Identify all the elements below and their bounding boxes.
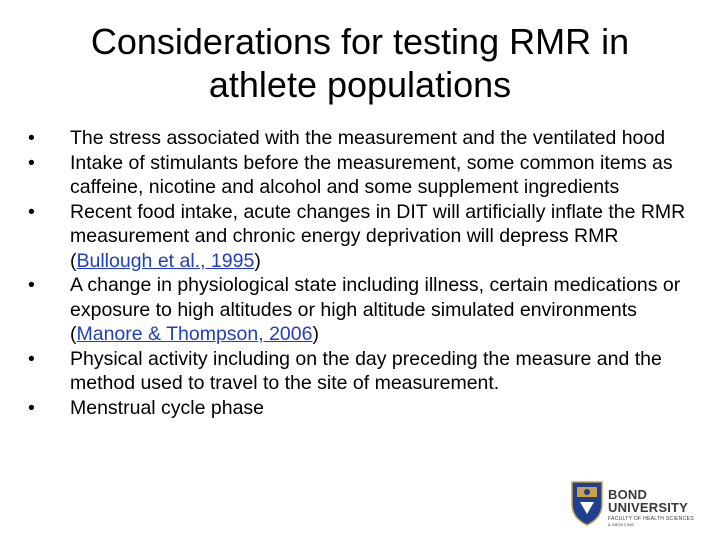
logo-line-university: UNIVERSITY (608, 500, 689, 515)
bullet-marker: • (28, 396, 35, 419)
bullet-text: Recent food intake, acute changes in DIT will artificially inflate the RMR measurement and chronic energy deprivation will depress RMR ( (70, 200, 686, 272)
citation-link[interactable]: Manore & Thompson, 2006 (76, 323, 313, 345)
bullet-text: ) (312, 323, 319, 345)
bullet-item (28, 347, 688, 396)
bullet-text: ) (254, 249, 261, 272)
bullet-item (28, 273, 688, 347)
bullet-text: Physical activity including on the day preceding the measure and the method used to travel to the site of measurement. (70, 347, 662, 394)
slide-title: Considerations for testing RMR in athlete populations (90, 21, 630, 105)
bond-university-logo (570, 478, 694, 532)
bullet-text: A change in physiological state including illness, certain medications or exposure to high altitudes or high altitude simulated environments ( (70, 274, 681, 345)
citation-link[interactable]: Bullough et al., 1995 (76, 249, 255, 272)
bullet-marker: • (28, 200, 35, 223)
logo-line-faculty: FACULTY OF HEALTH SCIENCES (608, 516, 694, 522)
logo-line-medicine: & MEDICINE (608, 522, 635, 527)
bullet-list (28, 126, 688, 420)
bullet-item (28, 200, 688, 274)
logo-wordmark (608, 488, 698, 527)
bullet-item (28, 151, 688, 200)
bullet-text: Intake of stimulants before the measurement, some common items as caffeine, nicotine and alcohol and some supplement ingredients (70, 151, 673, 198)
bullet-marker: • (28, 274, 35, 296)
bullet-item (28, 126, 688, 151)
crest-icon (570, 478, 604, 526)
bullet-text: The stress associated with the measurement and the ventilated hood (70, 127, 666, 149)
bullet-item (28, 396, 688, 421)
bullet-marker: • (28, 347, 35, 370)
bullet-text: Menstrual cycle phase (70, 396, 265, 419)
logo-line-bond: BOND (608, 487, 648, 502)
bullet-marker: • (28, 127, 35, 149)
bullet-marker: • (28, 151, 35, 174)
